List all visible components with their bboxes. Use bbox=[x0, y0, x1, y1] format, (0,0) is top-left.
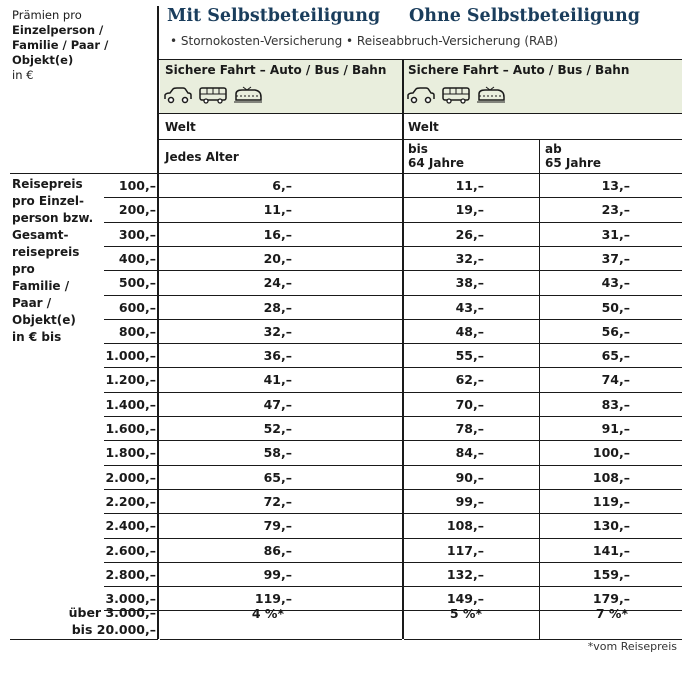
premium-ab65-cell: 83,– bbox=[601, 396, 630, 412]
table-row bbox=[0, 441, 687, 465]
premium-mit-cell: 24,– bbox=[263, 275, 292, 291]
price-cell: 400,– bbox=[118, 250, 156, 266]
premium-ab65-cell: 23,– bbox=[601, 202, 630, 218]
premium-ab65-cell: 141,– bbox=[592, 542, 630, 558]
premium-label-line: Objekt(e) bbox=[12, 53, 74, 67]
premium-bis64-cell: 32,– bbox=[455, 250, 484, 266]
price-cell: 3.000,– bbox=[105, 591, 156, 607]
premium-mit-cell: 65,– bbox=[263, 469, 292, 485]
price-cell: 100,– bbox=[118, 178, 156, 193]
premium-ab65-cell: 119,– bbox=[592, 493, 630, 509]
header-line-top bbox=[158, 59, 682, 60]
age-label-mit: Jedes Alter bbox=[165, 150, 239, 164]
table-row bbox=[0, 466, 687, 490]
bus-icon bbox=[441, 86, 471, 104]
premium-mit-cell: 58,– bbox=[263, 445, 292, 461]
premium-mit-cell: 99,– bbox=[263, 566, 292, 582]
transport-icons-ohne bbox=[406, 86, 506, 104]
title-mit-selbstbeteiligung: Mit Selbstbeteiligung bbox=[167, 6, 381, 26]
divider-age bbox=[539, 139, 540, 639]
premium-mit-cell: 72,– bbox=[263, 493, 292, 509]
premium-mit-cell: 36,– bbox=[263, 348, 292, 364]
last-row-ab65: 7 %* bbox=[595, 606, 628, 621]
table-row bbox=[0, 271, 687, 295]
premium-ab65-cell: 43,– bbox=[601, 275, 630, 291]
premium-bis64-cell: 78,– bbox=[455, 421, 484, 436]
last-row-price-line: bis 20.000,– bbox=[71, 622, 156, 637]
premium-mit-cell: 119,– bbox=[254, 591, 292, 607]
premium-mit-cell: 41,– bbox=[263, 372, 292, 388]
premium-bis64-cell: 48,– bbox=[455, 323, 484, 339]
premium-ab65-cell: 31,– bbox=[601, 226, 630, 242]
side-label-line: Familie / bbox=[12, 279, 70, 293]
premium-bis64-cell: 149,– bbox=[446, 591, 484, 607]
premium-bis64-cell: 11,– bbox=[455, 178, 484, 193]
title-ohne-selbstbeteiligung: Ohne Selbstbeteiligung bbox=[409, 6, 640, 26]
premium-label bbox=[12, 8, 108, 83]
table-row bbox=[0, 393, 687, 417]
premium-mit-cell: 79,– bbox=[263, 518, 292, 534]
premium-ab65-cell: 159,– bbox=[592, 566, 630, 582]
premium-ab65-cell: 56,– bbox=[601, 323, 630, 339]
premium-ab65-cell: 74,– bbox=[601, 372, 630, 388]
price-cell: 600,– bbox=[118, 299, 156, 315]
table-row bbox=[0, 368, 687, 392]
premium-bis64-cell: 132,– bbox=[446, 566, 484, 582]
table-row bbox=[0, 198, 687, 222]
table-row bbox=[0, 514, 687, 538]
side-label-line: Reisepreis bbox=[12, 177, 83, 191]
price-cell: 1.000,– bbox=[105, 348, 156, 364]
price-cell: 2.800,– bbox=[105, 566, 156, 582]
premium-ab65-cell: 100,– bbox=[592, 445, 630, 461]
row-divider bbox=[10, 639, 158, 640]
premium-label-line: in € bbox=[12, 68, 34, 82]
train-icon bbox=[233, 86, 263, 104]
car-icon bbox=[163, 86, 193, 104]
premium-mit-cell: 47,– bbox=[263, 396, 292, 412]
table-row bbox=[0, 174, 687, 198]
premium-ab65-cell: 91,– bbox=[601, 421, 630, 436]
premium-label-line: Prämien pro bbox=[12, 8, 82, 22]
table-row bbox=[0, 563, 687, 587]
side-label-line: person bzw. bbox=[12, 211, 94, 225]
premium-mit-cell: 52,– bbox=[263, 421, 292, 436]
last-row-price bbox=[40, 604, 156, 638]
premium-bis64-cell: 117,– bbox=[446, 542, 484, 558]
table-row bbox=[0, 417, 687, 441]
premium-mit-cell: 28,– bbox=[263, 299, 292, 315]
product-label-ohne: Sichere Fahrt – Auto / Bus / Bahn bbox=[408, 63, 630, 77]
last-row-mit: 4 %* bbox=[251, 606, 284, 621]
table-row bbox=[0, 344, 687, 368]
premium-bis64-cell: 26,– bbox=[455, 226, 484, 242]
premium-label-line: Familie / Paar / bbox=[12, 38, 109, 52]
premium-bis64-cell: 84,– bbox=[455, 445, 484, 461]
price-cell: 1.400,– bbox=[105, 396, 156, 412]
table-row bbox=[0, 247, 687, 271]
table-row bbox=[0, 320, 687, 344]
premium-ab65-cell: 50,– bbox=[601, 299, 630, 315]
premium-bis64-cell: 70,– bbox=[455, 396, 484, 412]
price-cell: 2.000,– bbox=[105, 469, 156, 485]
price-cell: 1.600,– bbox=[105, 421, 156, 436]
last-row-bis64: 5 %* bbox=[449, 606, 482, 621]
premium-ab65-cell: 65,– bbox=[601, 348, 630, 364]
side-label-line: in € bis bbox=[12, 330, 62, 344]
header-line-region bbox=[158, 139, 682, 140]
premium-bis64-cell: 38,– bbox=[455, 275, 484, 291]
price-cell: 500,– bbox=[118, 275, 156, 291]
bus-icon bbox=[198, 86, 228, 104]
age-label-ab65: ab 65 Jahre bbox=[545, 142, 602, 170]
premium-bis64-cell: 43,– bbox=[455, 299, 484, 315]
header-line-product bbox=[158, 113, 682, 114]
premium-mit-cell: 20,– bbox=[263, 250, 292, 266]
price-cell: 800,– bbox=[118, 323, 156, 339]
premium-ab65-cell: 130,– bbox=[592, 518, 630, 534]
region-label-ohne: Welt bbox=[408, 120, 439, 134]
premium-ab65-cell: 13,– bbox=[601, 178, 630, 193]
premium-bis64-cell: 62,– bbox=[455, 372, 484, 388]
premium-mit-cell: 11,– bbox=[263, 202, 292, 218]
price-cell: 1.200,– bbox=[105, 372, 156, 388]
train-icon bbox=[476, 86, 506, 104]
table-row bbox=[0, 223, 687, 247]
divider-left bbox=[157, 6, 159, 639]
premium-mit-cell: 16,– bbox=[263, 226, 292, 242]
premium-mit-cell: 86,– bbox=[263, 542, 292, 558]
side-label-line: Objekt(e) bbox=[12, 313, 76, 327]
price-cell: 200,– bbox=[118, 202, 156, 218]
product-label-mit: Sichere Fahrt – Auto / Bus / Bahn bbox=[165, 63, 387, 77]
table-row bbox=[0, 296, 687, 320]
side-label-line: reisepreis bbox=[12, 245, 80, 259]
transport-icons-mit bbox=[163, 86, 263, 104]
header-line-age bbox=[10, 173, 682, 174]
table-row bbox=[0, 539, 687, 563]
car-icon bbox=[406, 86, 436, 104]
price-cell: 1.800,– bbox=[105, 445, 156, 461]
footnote: *vom Reisepreis bbox=[587, 640, 677, 653]
premium-ab65-cell: 179,– bbox=[592, 591, 630, 607]
price-cell: 2.400,– bbox=[105, 518, 156, 534]
premium-mit-cell: 6,– bbox=[272, 178, 292, 193]
premium-mit-cell: 32,– bbox=[263, 323, 292, 339]
price-cell: 2.600,– bbox=[105, 542, 156, 558]
premium-bis64-cell: 55,– bbox=[455, 348, 484, 364]
side-label-line: pro Einzel- bbox=[12, 194, 84, 208]
last-row-price-line: über 3.000,– bbox=[68, 605, 156, 620]
age-label-bis64: bis 64 Jahre bbox=[408, 142, 465, 170]
side-label-line: Gesamt- bbox=[12, 228, 69, 242]
premium-label-line: Einzelperson / bbox=[12, 23, 104, 37]
table-row bbox=[0, 490, 687, 514]
premium-ab65-cell: 37,– bbox=[601, 250, 630, 266]
premium-bis64-cell: 90,– bbox=[455, 469, 484, 485]
divider-middle bbox=[402, 59, 404, 639]
premium-bis64-cell: 108,– bbox=[446, 518, 484, 534]
side-label-line: Paar / bbox=[12, 296, 52, 310]
region-label-mit: Welt bbox=[165, 120, 196, 134]
side-label-line: pro bbox=[12, 262, 35, 276]
premium-ab65-cell: 108,– bbox=[592, 469, 630, 485]
premium-bis64-cell: 19,– bbox=[455, 202, 484, 218]
price-cell: 300,– bbox=[118, 226, 156, 242]
price-cell: 2.200,– bbox=[105, 493, 156, 509]
premium-bis64-cell: 99,– bbox=[455, 493, 484, 509]
row-divider bbox=[160, 639, 402, 640]
subtitle-coverage: • Stornokosten-Versicherung • Reiseabbruch-Versicherung (RAB) bbox=[170, 34, 559, 48]
